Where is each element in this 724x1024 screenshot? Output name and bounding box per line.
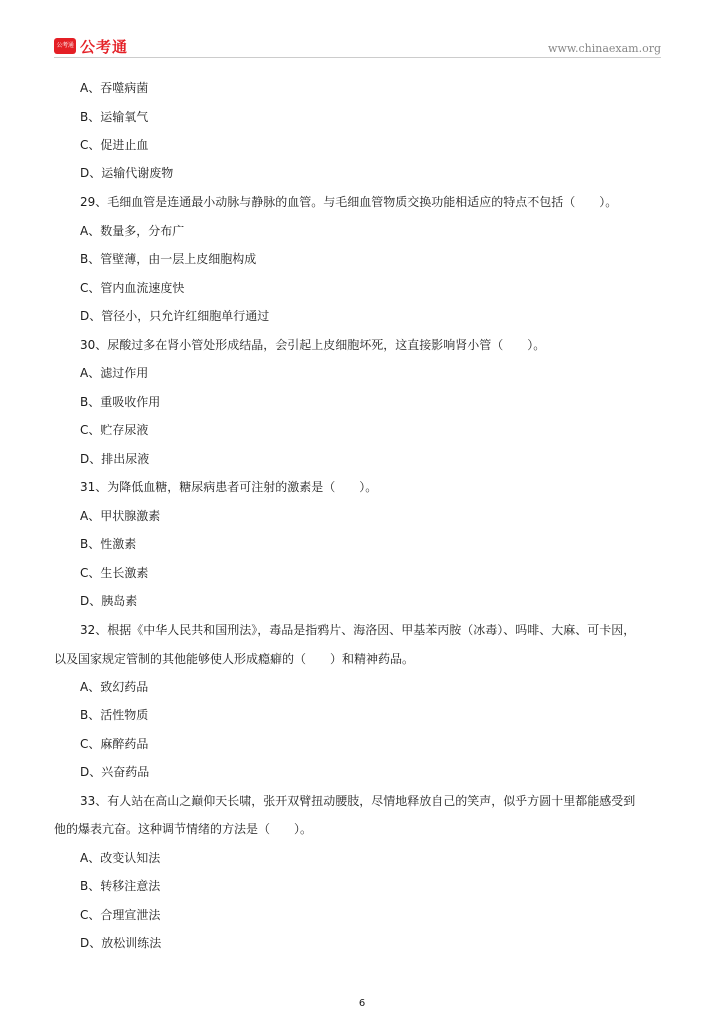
q31-option-b: B、性激素 [80,537,137,551]
q32-option-c: C、麻醉药品 [80,737,149,751]
page-header [54,34,661,58]
q33-stem-line-1: 33、有人站在高山之巅仰天长啸，张开双臂扭动腰肢，尽情地释放自己的笑声，似乎方圆十里都能感受到 [80,794,636,808]
q32-option-b: B、活性物质 [80,708,149,722]
q33-option-c: C、合理宣泄法 [80,908,161,922]
q32-option-d: D、兴奋药品 [80,765,150,779]
q33-stem-line-2: 他的爆表亢奋。这种调节情绪的方法是（ ）。 [54,822,313,836]
logo-mark-icon: 公考通 [54,38,76,54]
q33-option-a: A、改变认知法 [80,851,161,865]
q28-option-d: D、运输代谢废物 [80,166,174,180]
q33-option-b: B、转移注意法 [80,879,161,893]
q29-option-a: A、数量多，分布广 [80,224,185,238]
q29-stem: 29、毛细血管是连通最小动脉与静脉的血管。与毛细血管物质交换功能相适应的特点不包括（ ）。 [80,195,618,209]
q29-option-b: B、管壁薄，由一层上皮细胞构成 [80,252,257,266]
q31-option-a: A、甲状腺激素 [80,509,161,523]
q32-stem-line-2: 以及国家规定管制的其他能够使人形成瘾癖的（ ）和精神药品。 [54,652,415,666]
q29-option-c: C、管内血流速度快 [80,281,185,295]
q28-option-a: A、吞噬病菌 [80,81,149,95]
page-number: 6 [358,998,366,1009]
q30-option-a: A、滤过作用 [80,366,149,380]
q32-option-a: A、致幻药品 [80,680,149,694]
q28-option-b: B、运输氧气 [80,110,149,124]
q33-option-d: D、放松训练法 [80,936,162,950]
q28-option-c: C、促进止血 [80,138,149,152]
site-url[interactable]: www.chinaexam.org [548,42,661,55]
q30-option-d: D、排出尿液 [80,452,150,466]
q31-option-c: C、生长激素 [80,566,149,580]
q30-option-c: C、贮存尿液 [80,423,149,437]
q30-option-b: B、重吸收作用 [80,395,161,409]
header-divider [54,57,661,58]
q31-stem: 31、为降低血糖，糖尿病患者可注射的激素是（ ）。 [80,480,378,494]
q29-option-d: D、管径小，只允许红细胞单行通过 [80,309,270,323]
q32-stem-line-1: 32、根据《中华人民共和国刑法》，毒品是指鸦片、海洛因、甲基苯丙胺（冰毒）、吗啡、大麻、可卡因， [80,623,636,637]
q30-stem: 30、尿酸过多在肾小管处形成结晶，会引起上皮细胞坏死，这直接影响肾小管（ ）。 [80,338,546,352]
q31-option-d: D、胰岛素 [80,594,138,608]
logo [54,36,128,56]
logo-text: 公考通 [80,37,129,56]
